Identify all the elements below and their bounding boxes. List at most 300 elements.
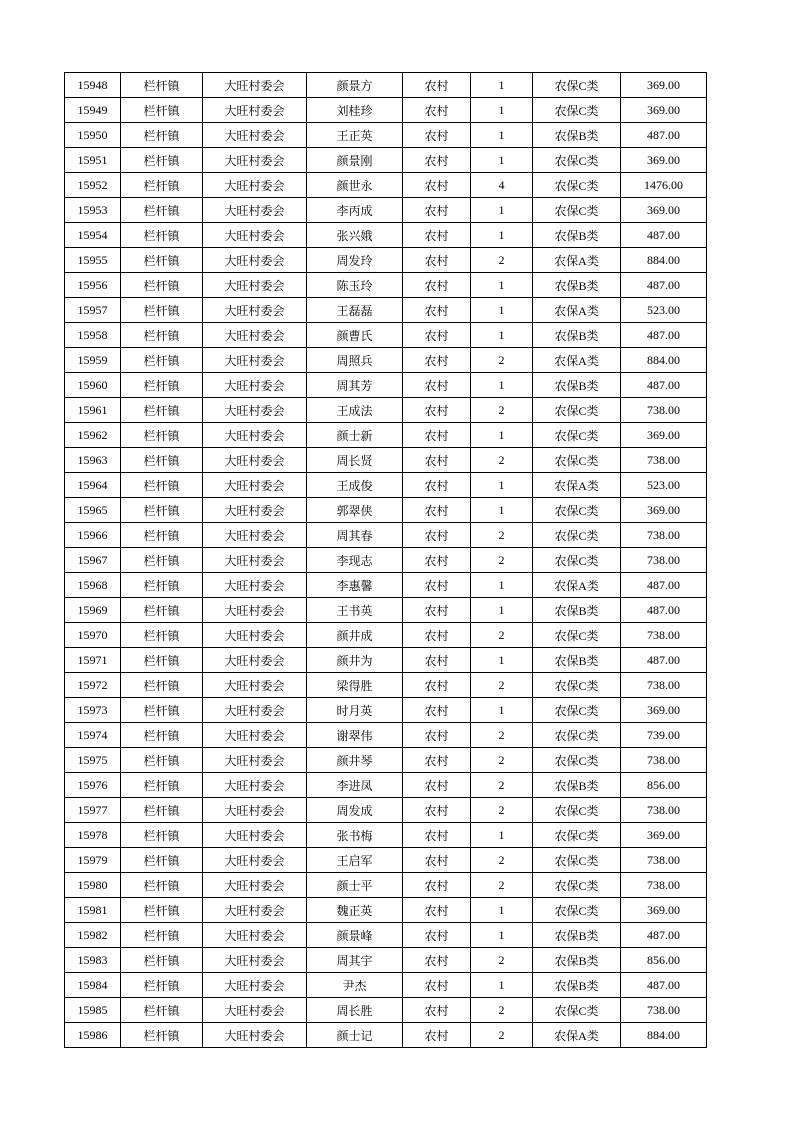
cell-count: 2 — [471, 548, 533, 573]
cell-type: 农村 — [403, 1023, 471, 1048]
cell-town: 栏杆镇 — [121, 673, 203, 698]
cell-type: 农村 — [403, 373, 471, 398]
cell-town: 栏杆镇 — [121, 998, 203, 1023]
cell-name: 张兴娥 — [307, 223, 403, 248]
cell-name: 王成法 — [307, 398, 403, 423]
cell-amount: 856.00 — [621, 948, 707, 973]
cell-type: 农村 — [403, 248, 471, 273]
cell-type: 农村 — [403, 298, 471, 323]
cell-id: 15977 — [65, 798, 121, 823]
cell-category: 农保B类 — [533, 923, 621, 948]
table-row — [65, 98, 707, 123]
cell-id: 15980 — [65, 873, 121, 898]
cell-village: 大旺村委会 — [203, 773, 307, 798]
cell-amount: 738.00 — [621, 848, 707, 873]
cell-town: 栏杆镇 — [121, 373, 203, 398]
cell-type: 农村 — [403, 723, 471, 748]
cell-town: 栏杆镇 — [121, 98, 203, 123]
cell-village: 大旺村委会 — [203, 273, 307, 298]
cell-category: 农保C类 — [533, 873, 621, 898]
cell-id: 15963 — [65, 448, 121, 473]
cell-village: 大旺村委会 — [203, 298, 307, 323]
cell-count: 2 — [471, 523, 533, 548]
cell-town: 栏杆镇 — [121, 348, 203, 373]
cell-amount: 369.00 — [621, 423, 707, 448]
cell-amount: 738.00 — [621, 998, 707, 1023]
cell-town: 栏杆镇 — [121, 573, 203, 598]
cell-category: 农保A类 — [533, 298, 621, 323]
table-row — [65, 398, 707, 423]
cell-amount: 884.00 — [621, 348, 707, 373]
cell-name: 谢翠伟 — [307, 723, 403, 748]
cell-category: 农保C类 — [533, 698, 621, 723]
cell-town: 栏杆镇 — [121, 173, 203, 198]
cell-village: 大旺村委会 — [203, 623, 307, 648]
cell-village: 大旺村委会 — [203, 548, 307, 573]
cell-category: 农保C类 — [533, 523, 621, 548]
cell-name: 颜景峰 — [307, 923, 403, 948]
cell-id: 15972 — [65, 673, 121, 698]
cell-village: 大旺村委会 — [203, 898, 307, 923]
cell-town: 栏杆镇 — [121, 798, 203, 823]
cell-category: 农保C类 — [533, 198, 621, 223]
cell-amount: 369.00 — [621, 98, 707, 123]
cell-amount: 738.00 — [621, 748, 707, 773]
cell-amount: 1476.00 — [621, 173, 707, 198]
table-row — [65, 373, 707, 398]
cell-count: 1 — [471, 373, 533, 398]
cell-village: 大旺村委会 — [203, 748, 307, 773]
cell-amount: 738.00 — [621, 548, 707, 573]
cell-name: 王磊磊 — [307, 298, 403, 323]
cell-id: 15975 — [65, 748, 121, 773]
cell-count: 1 — [471, 198, 533, 223]
cell-name: 颜士记 — [307, 1023, 403, 1048]
table-row — [65, 873, 707, 898]
cell-amount: 369.00 — [621, 498, 707, 523]
cell-id: 15961 — [65, 398, 121, 423]
cell-town: 栏杆镇 — [121, 873, 203, 898]
cell-type: 农村 — [403, 473, 471, 498]
cell-amount: 884.00 — [621, 248, 707, 273]
cell-town: 栏杆镇 — [121, 323, 203, 348]
cell-count: 2 — [471, 748, 533, 773]
cell-amount: 738.00 — [621, 398, 707, 423]
cell-type: 农村 — [403, 623, 471, 648]
cell-town: 栏杆镇 — [121, 298, 203, 323]
cell-count: 1 — [471, 973, 533, 998]
cell-town: 栏杆镇 — [121, 423, 203, 448]
cell-id: 15958 — [65, 323, 121, 348]
cell-type: 农村 — [403, 173, 471, 198]
cell-town: 栏杆镇 — [121, 273, 203, 298]
cell-name: 李惠馨 — [307, 573, 403, 598]
cell-village: 大旺村委会 — [203, 223, 307, 248]
cell-category: 农保A类 — [533, 473, 621, 498]
cell-town: 栏杆镇 — [121, 923, 203, 948]
cell-town: 栏杆镇 — [121, 948, 203, 973]
cell-village: 大旺村委会 — [203, 473, 307, 498]
cell-village: 大旺村委会 — [203, 573, 307, 598]
cell-name: 周发成 — [307, 798, 403, 823]
table-row — [65, 348, 707, 373]
cell-name: 颜世永 — [307, 173, 403, 198]
cell-type: 农村 — [403, 148, 471, 173]
cell-id: 15949 — [65, 98, 121, 123]
cell-type: 农村 — [403, 198, 471, 223]
cell-count: 2 — [471, 873, 533, 898]
cell-name: 李现志 — [307, 548, 403, 573]
cell-amount: 738.00 — [621, 798, 707, 823]
cell-category: 农保C类 — [533, 623, 621, 648]
cell-category: 农保B类 — [533, 273, 621, 298]
cell-town: 栏杆镇 — [121, 973, 203, 998]
cell-town: 栏杆镇 — [121, 698, 203, 723]
cell-town: 栏杆镇 — [121, 748, 203, 773]
cell-category: 农保C类 — [533, 798, 621, 823]
cell-category: 农保B类 — [533, 648, 621, 673]
cell-name: 颜景刚 — [307, 148, 403, 173]
cell-town: 栏杆镇 — [121, 248, 203, 273]
cell-name: 李进凤 — [307, 773, 403, 798]
cell-village: 大旺村委会 — [203, 423, 307, 448]
cell-type: 农村 — [403, 573, 471, 598]
cell-category: 农保C类 — [533, 848, 621, 873]
cell-type: 农村 — [403, 998, 471, 1023]
table-row — [65, 773, 707, 798]
cell-town: 栏杆镇 — [121, 823, 203, 848]
cell-village: 大旺村委会 — [203, 698, 307, 723]
cell-village: 大旺村委会 — [203, 448, 307, 473]
cell-amount: 369.00 — [621, 148, 707, 173]
table-row — [65, 598, 707, 623]
table-row — [65, 473, 707, 498]
cell-id: 15960 — [65, 373, 121, 398]
cell-town: 栏杆镇 — [121, 648, 203, 673]
cell-village: 大旺村委会 — [203, 348, 307, 373]
cell-type: 农村 — [403, 523, 471, 548]
cell-count: 1 — [471, 498, 533, 523]
cell-name: 尹杰 — [307, 973, 403, 998]
table-row — [65, 673, 707, 698]
cell-amount: 369.00 — [621, 198, 707, 223]
cell-amount: 487.00 — [621, 573, 707, 598]
cell-town: 栏杆镇 — [121, 498, 203, 523]
cell-village: 大旺村委会 — [203, 98, 307, 123]
cell-amount: 487.00 — [621, 648, 707, 673]
cell-category: 农保A类 — [533, 1023, 621, 1048]
cell-count: 1 — [471, 323, 533, 348]
table-row — [65, 898, 707, 923]
cell-category: 农保C类 — [533, 448, 621, 473]
cell-village: 大旺村委会 — [203, 1023, 307, 1048]
cell-category: 农保B类 — [533, 123, 621, 148]
cell-name: 颜曹氏 — [307, 323, 403, 348]
cell-amount: 738.00 — [621, 673, 707, 698]
cell-town: 栏杆镇 — [121, 898, 203, 923]
table-row — [65, 198, 707, 223]
cell-id: 15978 — [65, 823, 121, 848]
cell-name: 周发玲 — [307, 248, 403, 273]
cell-amount: 487.00 — [621, 323, 707, 348]
cell-type: 农村 — [403, 773, 471, 798]
cell-id: 15971 — [65, 648, 121, 673]
cell-id: 15956 — [65, 273, 121, 298]
cell-id: 15973 — [65, 698, 121, 723]
records-table-body — [65, 73, 707, 1048]
table-row — [65, 298, 707, 323]
cell-amount: 487.00 — [621, 123, 707, 148]
cell-town: 栏杆镇 — [121, 473, 203, 498]
cell-town: 栏杆镇 — [121, 848, 203, 873]
cell-id: 15976 — [65, 773, 121, 798]
table-row — [65, 798, 707, 823]
cell-id: 15955 — [65, 248, 121, 273]
cell-id: 15964 — [65, 473, 121, 498]
cell-type: 农村 — [403, 398, 471, 423]
cell-type: 农村 — [403, 123, 471, 148]
cell-name: 张书梅 — [307, 823, 403, 848]
cell-village: 大旺村委会 — [203, 373, 307, 398]
cell-village: 大旺村委会 — [203, 198, 307, 223]
cell-type: 农村 — [403, 98, 471, 123]
cell-type: 农村 — [403, 673, 471, 698]
cell-amount: 738.00 — [621, 873, 707, 898]
table-row — [65, 973, 707, 998]
cell-type: 农村 — [403, 223, 471, 248]
cell-category: 农保C类 — [533, 148, 621, 173]
cell-village: 大旺村委会 — [203, 648, 307, 673]
cell-id: 15983 — [65, 948, 121, 973]
cell-name: 颜井琴 — [307, 748, 403, 773]
cell-name: 周长胜 — [307, 998, 403, 1023]
cell-name: 刘桂珍 — [307, 98, 403, 123]
cell-category: 农保C类 — [533, 998, 621, 1023]
cell-count: 1 — [471, 473, 533, 498]
cell-village: 大旺村委会 — [203, 323, 307, 348]
cell-count: 2 — [471, 398, 533, 423]
cell-count: 1 — [471, 273, 533, 298]
cell-id: 15952 — [65, 173, 121, 198]
cell-type: 农村 — [403, 648, 471, 673]
table-row — [65, 523, 707, 548]
cell-village: 大旺村委会 — [203, 523, 307, 548]
cell-amount: 738.00 — [621, 523, 707, 548]
cell-category: 农保C类 — [533, 398, 621, 423]
cell-id: 15957 — [65, 298, 121, 323]
table-row — [65, 323, 707, 348]
cell-type: 农村 — [403, 848, 471, 873]
cell-count: 4 — [471, 173, 533, 198]
cell-category: 农保B类 — [533, 973, 621, 998]
cell-village: 大旺村委会 — [203, 148, 307, 173]
cell-count: 1 — [471, 898, 533, 923]
cell-village: 大旺村委会 — [203, 598, 307, 623]
records-table — [64, 72, 707, 1048]
table-row — [65, 548, 707, 573]
table-row — [65, 623, 707, 648]
cell-id: 15970 — [65, 623, 121, 648]
cell-name: 郭翠侠 — [307, 498, 403, 523]
table-row — [65, 698, 707, 723]
cell-name: 梁得胜 — [307, 673, 403, 698]
cell-amount: 739.00 — [621, 723, 707, 748]
table-row — [65, 423, 707, 448]
cell-name: 周照兵 — [307, 348, 403, 373]
cell-count: 2 — [471, 348, 533, 373]
cell-village: 大旺村委会 — [203, 948, 307, 973]
cell-name: 陈玉玲 — [307, 273, 403, 298]
cell-category: 农保C类 — [533, 673, 621, 698]
cell-village: 大旺村委会 — [203, 923, 307, 948]
cell-id: 15951 — [65, 148, 121, 173]
cell-count: 1 — [471, 123, 533, 148]
cell-name: 周其宇 — [307, 948, 403, 973]
cell-type: 农村 — [403, 748, 471, 773]
table-row — [65, 823, 707, 848]
cell-name: 颜士平 — [307, 873, 403, 898]
cell-count: 1 — [471, 298, 533, 323]
cell-name: 周其芳 — [307, 373, 403, 398]
cell-category: 农保C类 — [533, 173, 621, 198]
cell-id: 15974 — [65, 723, 121, 748]
cell-village: 大旺村委会 — [203, 123, 307, 148]
cell-id: 15959 — [65, 348, 121, 373]
cell-type: 农村 — [403, 598, 471, 623]
cell-name: 王成俊 — [307, 473, 403, 498]
cell-name: 王启军 — [307, 848, 403, 873]
table-row — [65, 1023, 707, 1048]
table-row — [65, 848, 707, 873]
cell-id: 15985 — [65, 998, 121, 1023]
cell-name: 魏正英 — [307, 898, 403, 923]
cell-category: 农保B类 — [533, 948, 621, 973]
cell-category: 农保B类 — [533, 373, 621, 398]
cell-village: 大旺村委会 — [203, 798, 307, 823]
cell-category: 农保C类 — [533, 723, 621, 748]
cell-id: 15950 — [65, 123, 121, 148]
cell-id: 15969 — [65, 598, 121, 623]
cell-type: 农村 — [403, 548, 471, 573]
cell-count: 1 — [471, 698, 533, 723]
cell-name: 颜井为 — [307, 648, 403, 673]
cell-amount: 487.00 — [621, 223, 707, 248]
cell-count: 1 — [471, 73, 533, 98]
cell-amount: 487.00 — [621, 273, 707, 298]
cell-amount: 369.00 — [621, 898, 707, 923]
cell-town: 栏杆镇 — [121, 1023, 203, 1048]
cell-count: 2 — [471, 623, 533, 648]
table-row — [65, 223, 707, 248]
cell-town: 栏杆镇 — [121, 623, 203, 648]
cell-amount: 738.00 — [621, 448, 707, 473]
cell-id: 15962 — [65, 423, 121, 448]
cell-type: 农村 — [403, 498, 471, 523]
cell-id: 15966 — [65, 523, 121, 548]
cell-village: 大旺村委会 — [203, 848, 307, 873]
cell-category: 农保A类 — [533, 573, 621, 598]
table-row — [65, 173, 707, 198]
cell-type: 农村 — [403, 73, 471, 98]
cell-category: 农保B类 — [533, 223, 621, 248]
cell-type: 农村 — [403, 323, 471, 348]
cell-id: 15979 — [65, 848, 121, 873]
cell-id: 15965 — [65, 498, 121, 523]
cell-id: 15968 — [65, 573, 121, 598]
cell-name: 颜井成 — [307, 623, 403, 648]
cell-village: 大旺村委会 — [203, 673, 307, 698]
table-row — [65, 998, 707, 1023]
cell-type: 农村 — [403, 973, 471, 998]
cell-type: 农村 — [403, 873, 471, 898]
cell-category: 农保C类 — [533, 73, 621, 98]
cell-count: 2 — [471, 673, 533, 698]
cell-count: 2 — [471, 998, 533, 1023]
cell-category: 农保B类 — [533, 773, 621, 798]
cell-amount: 487.00 — [621, 373, 707, 398]
cell-amount: 487.00 — [621, 973, 707, 998]
cell-count: 2 — [471, 723, 533, 748]
cell-town: 栏杆镇 — [121, 148, 203, 173]
table-row — [65, 448, 707, 473]
cell-id: 15948 — [65, 73, 121, 98]
cell-category: 农保C类 — [533, 548, 621, 573]
cell-village: 大旺村委会 — [203, 823, 307, 848]
cell-count: 1 — [471, 823, 533, 848]
cell-type: 农村 — [403, 348, 471, 373]
cell-type: 农村 — [403, 698, 471, 723]
cell-amount: 487.00 — [621, 598, 707, 623]
cell-category: 农保B类 — [533, 323, 621, 348]
cell-count: 1 — [471, 573, 533, 598]
cell-town: 栏杆镇 — [121, 223, 203, 248]
cell-village: 大旺村委会 — [203, 723, 307, 748]
cell-town: 栏杆镇 — [121, 123, 203, 148]
cell-type: 农村 — [403, 798, 471, 823]
cell-id: 15984 — [65, 973, 121, 998]
cell-count: 1 — [471, 98, 533, 123]
cell-name: 颜士新 — [307, 423, 403, 448]
table-row — [65, 948, 707, 973]
cell-village: 大旺村委会 — [203, 498, 307, 523]
cell-type: 农村 — [403, 823, 471, 848]
cell-count: 2 — [471, 848, 533, 873]
cell-name: 王书英 — [307, 598, 403, 623]
cell-category: 农保C类 — [533, 423, 621, 448]
cell-name: 王正英 — [307, 123, 403, 148]
cell-name: 周长贤 — [307, 448, 403, 473]
cell-category: 农保C类 — [533, 498, 621, 523]
cell-town: 栏杆镇 — [121, 773, 203, 798]
table-row — [65, 748, 707, 773]
cell-count: 2 — [471, 448, 533, 473]
cell-type: 农村 — [403, 923, 471, 948]
cell-name: 时月英 — [307, 698, 403, 723]
cell-amount: 884.00 — [621, 1023, 707, 1048]
cell-name: 颜景方 — [307, 73, 403, 98]
cell-type: 农村 — [403, 898, 471, 923]
cell-type: 农村 — [403, 448, 471, 473]
cell-village: 大旺村委会 — [203, 998, 307, 1023]
cell-amount: 523.00 — [621, 298, 707, 323]
cell-type: 农村 — [403, 273, 471, 298]
table-row — [65, 498, 707, 523]
table-row — [65, 923, 707, 948]
cell-town: 栏杆镇 — [121, 723, 203, 748]
cell-count: 1 — [471, 148, 533, 173]
cell-amount: 369.00 — [621, 823, 707, 848]
cell-town: 栏杆镇 — [121, 198, 203, 223]
